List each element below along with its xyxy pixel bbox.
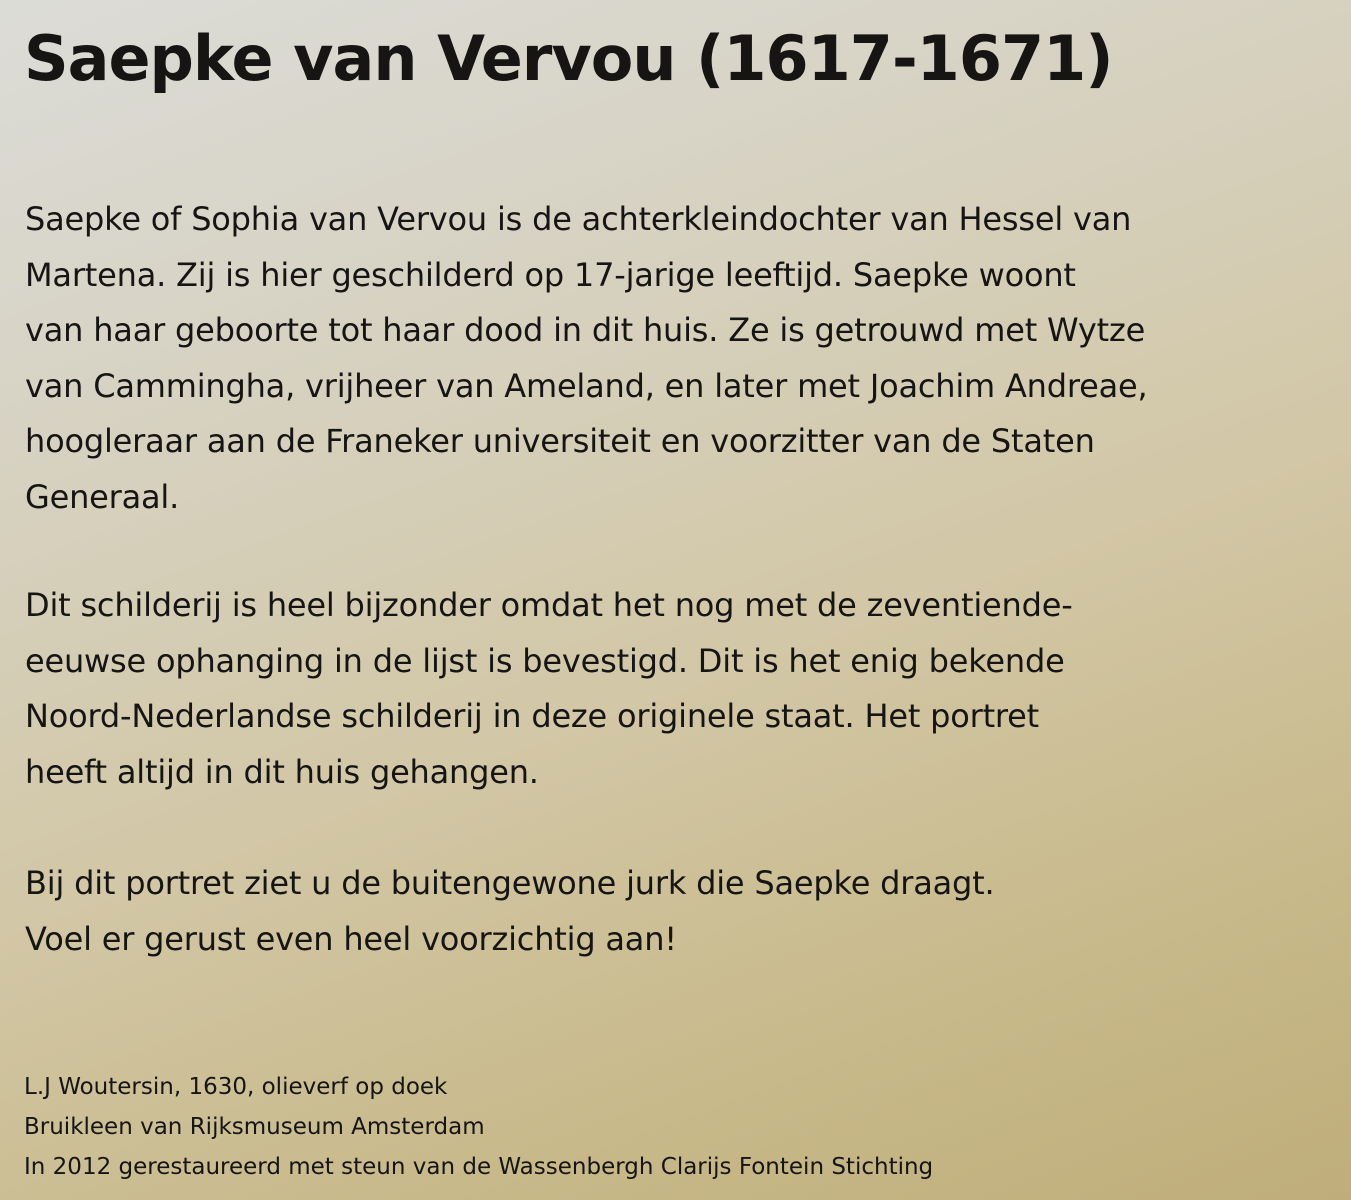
paragraph-painting xyxy=(25,578,1073,800)
text-line: Voel er gerust even heel voorzichtig aan! xyxy=(25,919,677,958)
text-line: heeft altijd in dit huis gehangen. xyxy=(25,752,539,791)
text-line: Dit schilderij is heel bijzonder omdat het nog met de zeventiende- xyxy=(25,586,1073,624)
text-line: van Cammingha, vrijheer van Ameland, en later met Joachim Andreae, xyxy=(25,366,1148,405)
paragraph-biography xyxy=(25,192,1147,526)
text-line: hoogleraar aan de Franeker universiteit en voorzitter van de Staten xyxy=(25,422,1095,461)
text-line: van haar geboorte tot haar dood in dit huis. Ze is getrouwd met Wytze xyxy=(25,311,1146,350)
credit-line: Bruikleen van Rijksmuseum Amsterdam xyxy=(24,1114,485,1140)
page-title: Saepke van Vervou (1617-1671) xyxy=(24,22,1113,95)
text-line: Saepke of Sophia van Vervou is de achterkleindochter van Hessel van xyxy=(25,200,1132,238)
paragraph-dress xyxy=(25,856,994,967)
text-line: Noord-Nederlandse schilderij in deze originele staat. Het portret xyxy=(25,697,1040,736)
credit-line: L.J Woutersin, 1630, olieverf op doek xyxy=(24,1074,448,1100)
credit-line: In 2012 gerestaureerd met steun van de Wassenbergh Clarijs Fontein Stichting xyxy=(24,1154,934,1180)
text-line: Generaal. xyxy=(25,477,180,516)
text-line: eeuwse ophanging in de lijst is bevestigd. Dit is het enig bekende xyxy=(25,641,1065,680)
text-line: Bij dit portret ziet u de buitengewone jurk die Saepke draagt. xyxy=(25,864,995,902)
text-line: Martena. Zij is hier geschilderd op 17-jarige leeftijd. Saepke woont xyxy=(25,255,1076,294)
credits xyxy=(24,1067,933,1187)
